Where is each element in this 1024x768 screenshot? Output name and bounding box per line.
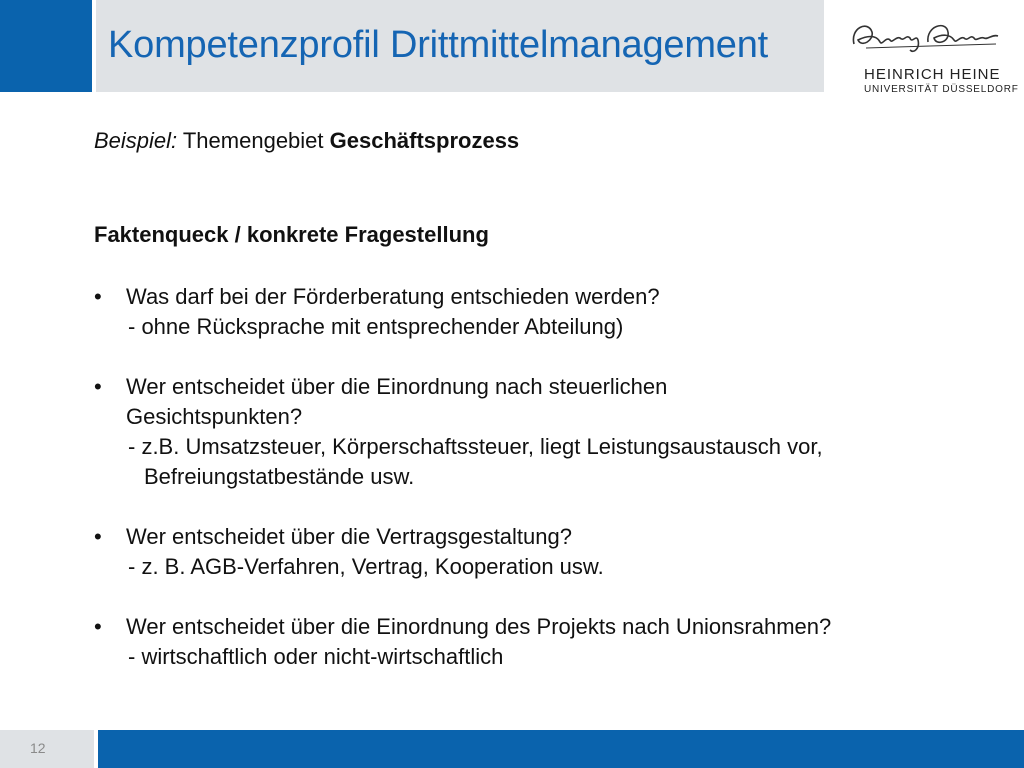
footer-bar <box>98 730 1024 768</box>
bullet-line: Wer entscheidet über die Einordnung nach steuerlichen <box>126 374 668 399</box>
bullet-subline: - wirtschaftlich oder nicht-wirtschaftlich <box>128 644 504 669</box>
bullet-dot: • <box>94 374 102 399</box>
bullet-line: Gesichtspunkten? <box>126 404 303 429</box>
slide-title: Kompetenzprofil Drittmittelmanagement <box>108 24 768 66</box>
bullet-subline: - ohne Rücksprache mit entsprechender Abteilung) <box>128 314 624 339</box>
bullet-subline: Befreiungstatbestände usw. <box>144 464 415 489</box>
bullet-dot: • <box>94 284 102 309</box>
bullet-item <box>94 372 994 432</box>
bullet-item <box>94 612 994 642</box>
bullet-item <box>94 282 994 312</box>
bullet-line: Wer entscheidet über die Einordnung des Projekts nach Unionsrahmen? <box>126 614 832 639</box>
logo-university-text: UNIVERSITÄT DÜSSELDORF <box>864 84 1019 95</box>
bullet-subline: - z.B. Umsatzsteuer, Körperschaftssteuer, liegt Leistungsaustausch vor, <box>128 434 823 459</box>
bullet-dot: • <box>94 614 102 639</box>
bullet-line: Wer entscheidet über die Vertragsgestaltung? <box>126 524 572 549</box>
bullet-dot: • <box>94 524 102 549</box>
signature-icon <box>846 14 1006 62</box>
header-corner-block <box>0 0 92 92</box>
logo-name-text: HEINRICH HEINE <box>864 66 1001 83</box>
subtitle-prefix: Beispiel: <box>94 128 178 153</box>
subtitle-middle: Themengebiet <box>177 128 330 153</box>
bullet-item <box>94 522 994 552</box>
bullet-list <box>94 282 994 672</box>
subtitle-topic: Geschäftsprozess <box>329 128 520 153</box>
page-number: 12 <box>30 740 46 756</box>
footer-page-box <box>0 730 94 768</box>
university-logo <box>846 14 1019 98</box>
subtitle <box>94 128 519 154</box>
bullet-subline: - z. B. AGB-Verfahren, Vertrag, Kooperation usw. <box>128 554 604 579</box>
section-heading: Faktenqueck / konkrete Fragestellung <box>94 222 489 247</box>
bullet-line: Was darf bei der Förderberatung entschieden werden? <box>126 284 660 309</box>
